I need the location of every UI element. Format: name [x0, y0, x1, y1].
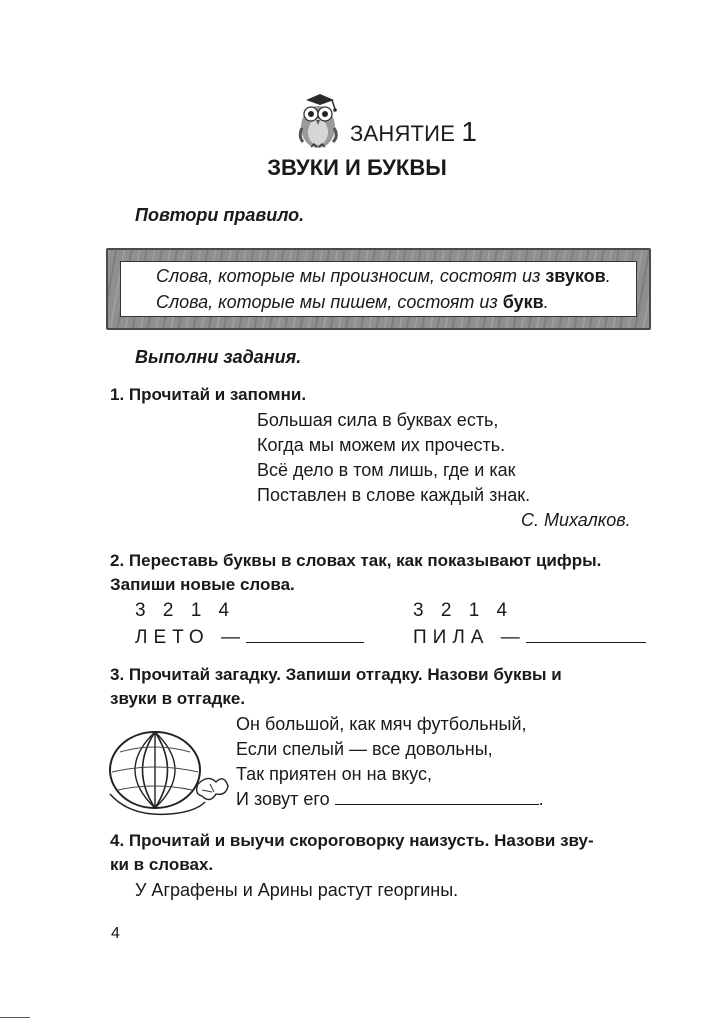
- word2-text: ПИЛА —: [413, 627, 526, 648]
- task4-heading-line-2: ки в словах.: [110, 855, 214, 874]
- word1-digits: 3 2 1 4: [135, 600, 236, 621]
- rule-line-2-text: Слова, которые мы пишем, состоят из: [156, 292, 503, 312]
- task2-heading-line-2: Запиши новые слова.: [110, 575, 295, 594]
- poem-author: С. Михалков.: [521, 510, 631, 530]
- riddle-line: Так приятен он на вкус,: [236, 764, 432, 784]
- lesson-heading: [350, 116, 477, 148]
- poem-line: Всё дело в том лишь, где и как: [257, 460, 516, 480]
- lesson-number: 1: [461, 116, 478, 147]
- rule-line-1-bold: звуков: [545, 266, 606, 286]
- rule-line-2-end: .: [543, 292, 549, 312]
- task4-heading-line-1: 4. Прочитай и выучи скороговорку наизусть. Назови зву-: [110, 831, 594, 850]
- riddle-answer-line[interactable]: [335, 788, 539, 805]
- rule-line-1-end: .: [605, 266, 611, 286]
- riddle: [236, 712, 544, 812]
- lesson-word: ЗАНЯТИЕ: [350, 121, 456, 146]
- task2-heading-line-1: 2. Переставь буквы в словах так, как показывают цифры.: [110, 551, 602, 570]
- riddle-end: .: [538, 789, 544, 809]
- riddle-line: Он большой, как мяч футбольный,: [236, 714, 527, 734]
- poem-line: Когда мы можем их прочесть.: [257, 435, 506, 455]
- riddle-line: Если спелый — все довольны,: [236, 739, 493, 759]
- word1-text: ЛЕТО —: [135, 627, 246, 648]
- rule-line-1-text: Слова, которые мы произносим, состоят из: [156, 266, 546, 286]
- tongue-twister: У Аграфены и Арины растут георгины.: [135, 880, 459, 900]
- word2-answer-line[interactable]: [526, 626, 646, 643]
- riddle-line: И зовут его: [236, 789, 330, 809]
- rule-instruction: Повтори правило.: [135, 205, 305, 225]
- tasks-instruction: Выполни задания.: [135, 347, 302, 367]
- word1-answer-line[interactable]: [246, 626, 364, 643]
- page-number: 4: [111, 925, 120, 942]
- rule-line-2-bold: букв: [502, 292, 544, 312]
- crop-mark: [0, 1017, 30, 1018]
- word2-digits: 3 2 1 4: [413, 600, 514, 621]
- poem-line: Поставлен в слове каждый знак.: [257, 485, 531, 505]
- owl-mascot-icon: [296, 92, 342, 150]
- word1-row: [135, 626, 364, 649]
- poem-line: Большая сила в буквах есть,: [257, 410, 499, 430]
- task1-heading: 1. Прочитай и запомни.: [110, 385, 307, 404]
- word2-row: [413, 626, 646, 649]
- task1-poem: [257, 408, 530, 508]
- rule-frame: [106, 248, 651, 330]
- watermelon-icon: [100, 722, 232, 822]
- rule-line-1: [156, 266, 611, 287]
- rule-line-2: [156, 292, 549, 313]
- task3-heading-line-2: звуки в отгадке.: [110, 689, 246, 708]
- page-title: ЗВУКИ И БУКВЫ: [267, 155, 447, 180]
- riddle-last-line: [236, 787, 544, 812]
- task3-heading-line-1: 3. Прочитай загадку. Запиши отгадку. Назови буквы и: [110, 665, 562, 684]
